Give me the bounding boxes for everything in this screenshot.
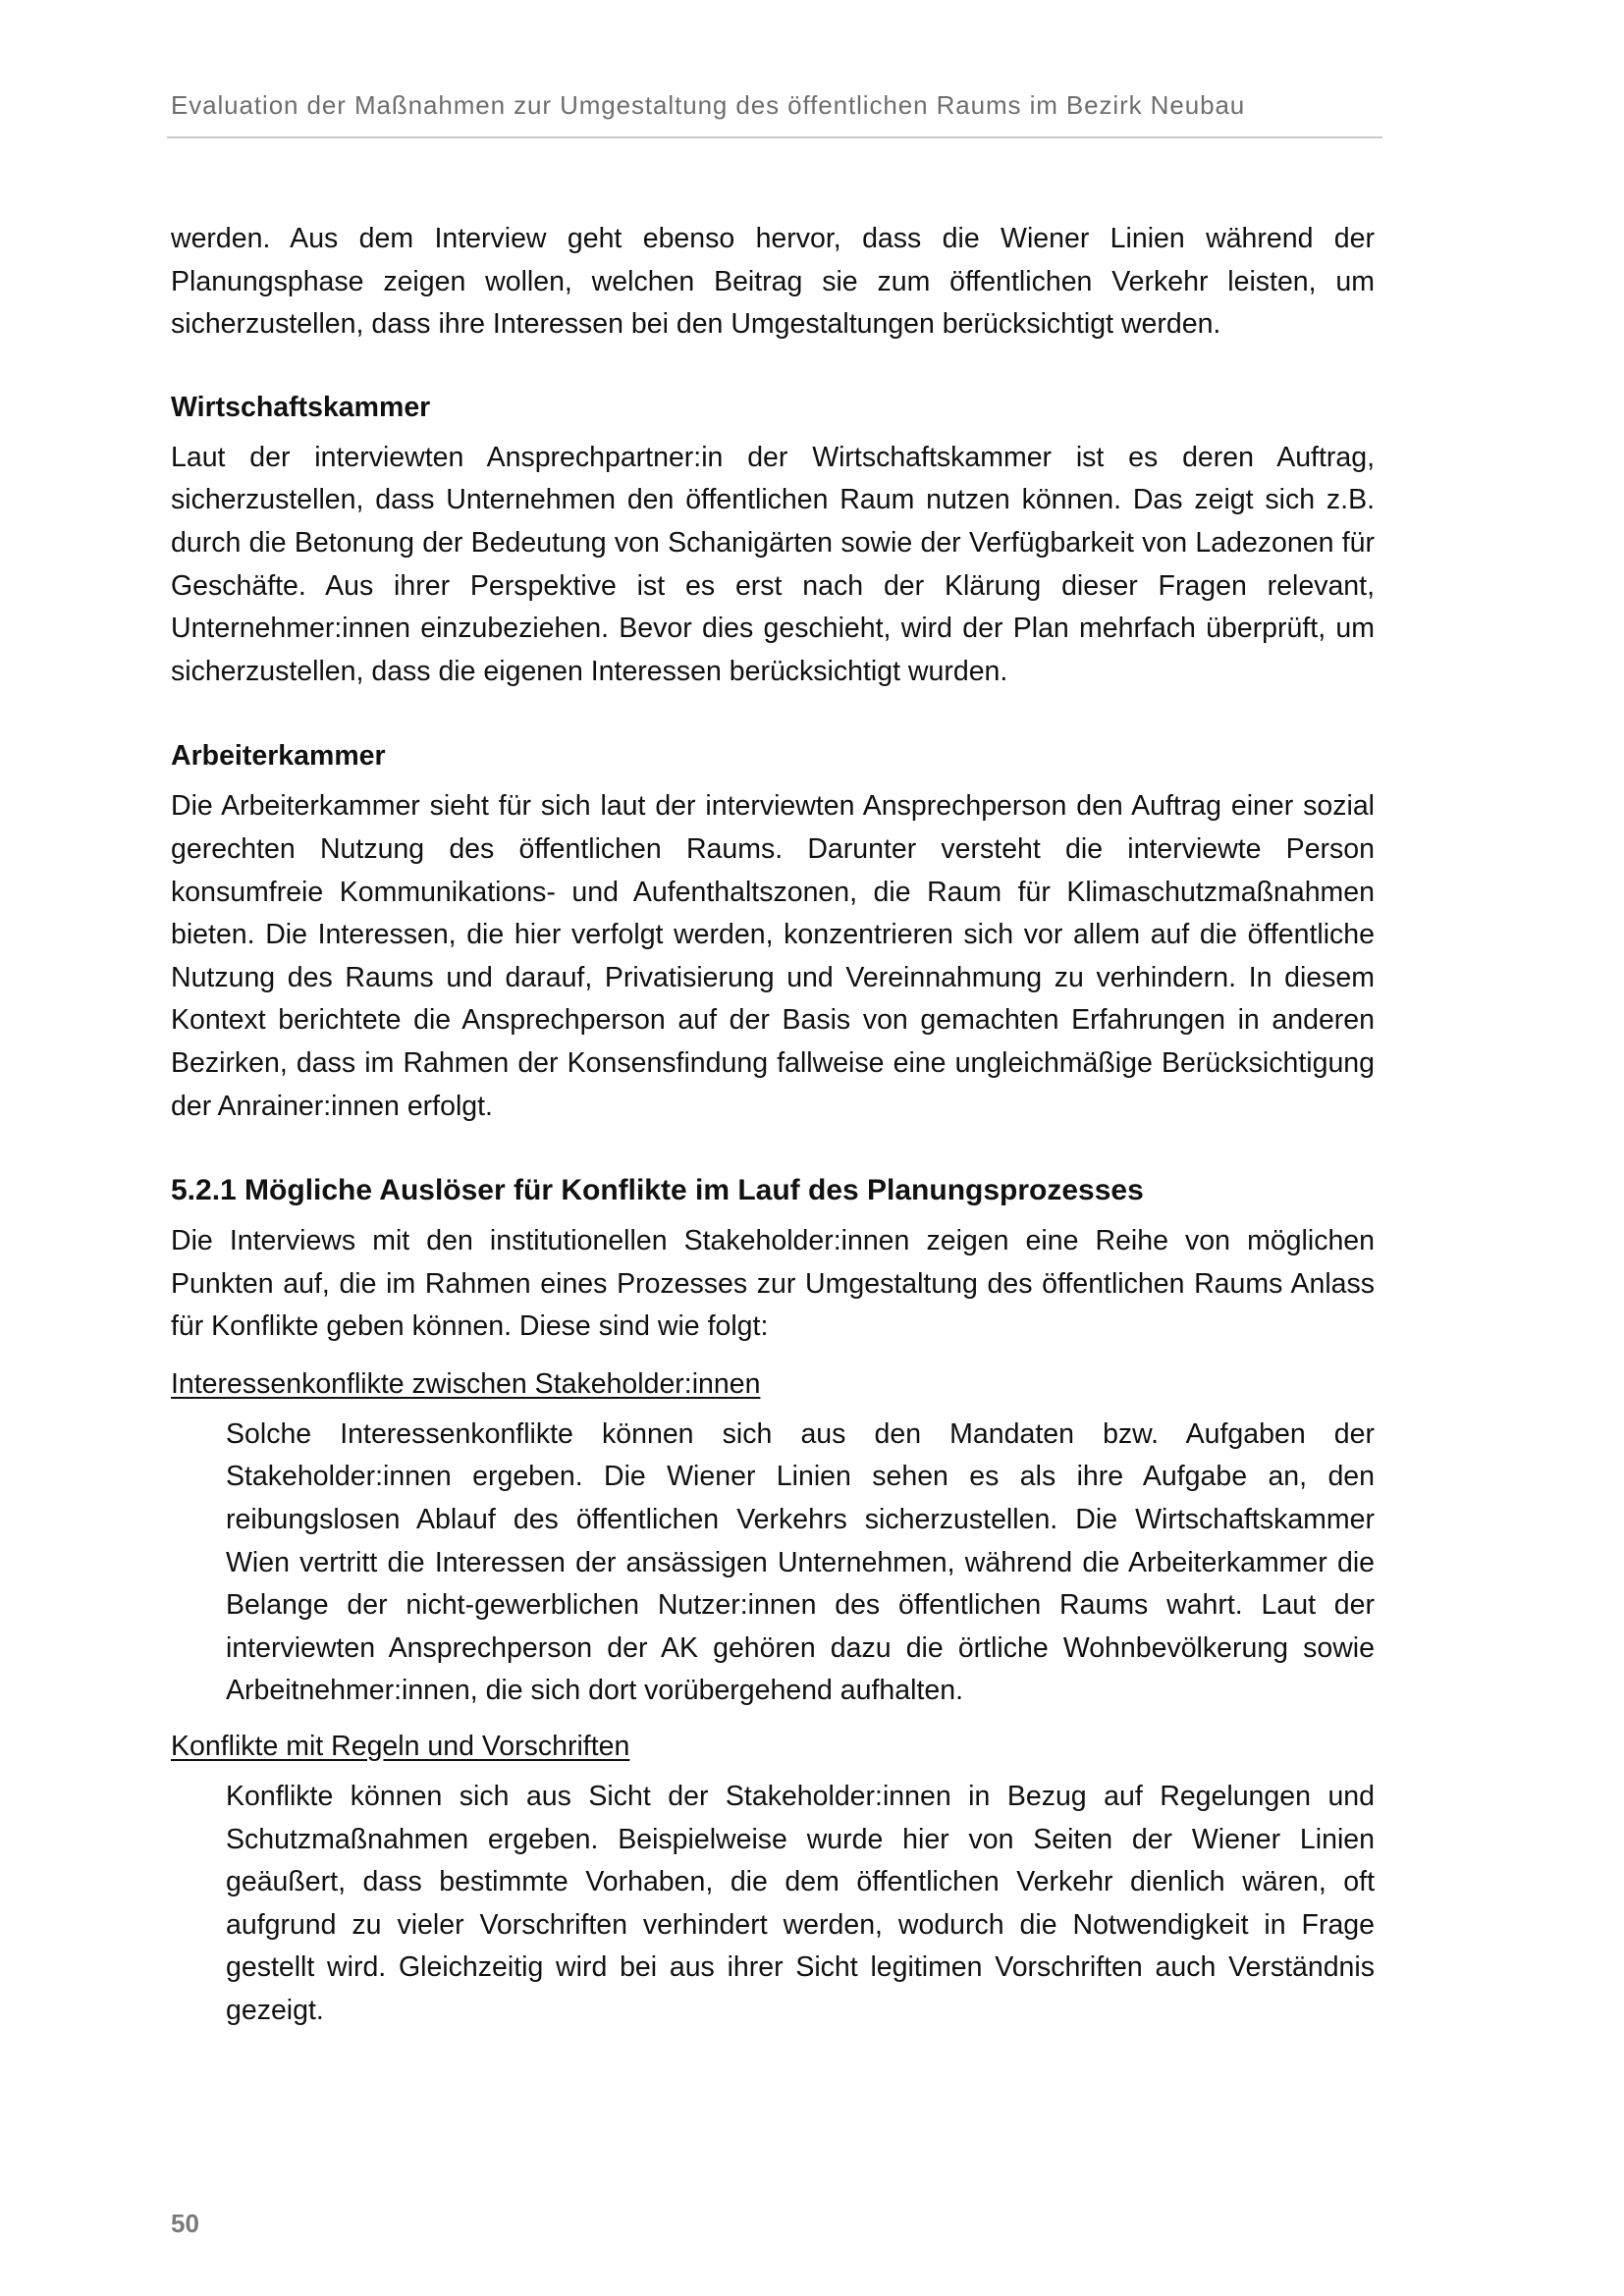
- subsection-heading: 5.2.1 Mögliche Auslöser für Konflikte im Lauf des Planungsprozesses: [171, 1174, 1144, 1207]
- term-regeln-vorschriften: Konflikte mit Regeln und Vorschriften: [171, 1731, 630, 1763]
- page-number: 50: [171, 2209, 199, 2238]
- subsection-intro: Die Interviews mit den institutionellen Stakeholder:innen zeigen eine Reihe von möglichen Punkten auf, die im Rahmen eines Prozesses zur Umgestaltung des öffentlichen Raums Anlass für Konflikte geben können. Diese sind wie folgt:: [171, 1225, 1375, 1343]
- running-header-title: Evaluation der Maßnahmen zur Umgestaltung des öffentlichen Raums im Bezirk Neubau: [171, 90, 1246, 120]
- section-text-arbeiterkammer: Die Arbeiterkammer sieht für sich laut der interviewten Ansprechperson den Auftrag einer sozial gerechten Nutzung des öffentlichen Raums. Darunter versteht die interviewte Person konsumfreie Kommunikations- und Aufenthaltszonen, die Raum für Klimaschutzmaßnahmen bieten. Die Interessen, die hier verfolgt werden, konzentrieren sich vor allem auf die öffentliche Nutzung des Raums und darauf, Privatisierung und Vereinnahmung zu verhindern. In diesem Kontext berichtete die Ansprechperson auf der Basis von gemachten Erfahrungen in anderen Bezirken, dass im Rahmen der Konsensfindung fallweise eine ungleichmäßige Berücksichtigung der Anrainer:innen erfolgt.: [171, 790, 1375, 1122]
- intro-paragraph: werden. Aus dem Interview geht ebenso hervor, dass die Wiener Linien während der Planungsphase zeigen wollen, welchen Beitrag sie zum öffentlichen Verkehr leisten, um sicherzustellen, dass ihre Interessen bei den Umgestaltungen berücksichtigt werden.: [171, 223, 1375, 341]
- description-interessenkonflikte: Solche Interessenkonflikte können sich aus den Mandaten bzw. Aufgaben der Stakeholder:innen ergeben. Die Wiener Linien sehen es als ihre Aufgabe an, den reibungslosen Ablauf des öffentlichen Verkehrs sicherzustellen. Die Wirtschaftskammer Wien vertritt die Interessen der ansässigen Unternehmen, während die Arbeiterkammer die Belange der nicht-gewerblichen Nutzer:innen des öffentlichen Raums wahrt. Laut der interviewten Ansprechperson der AK gehören dazu die örtliche Wohnbevölkerung sowie Arbeitnehmer:innen, die sich dort vorübergehend aufhalten.: [226, 1417, 1375, 1707]
- section-heading-wirtschaftskammer: Wirtschaftskammer: [171, 391, 431, 423]
- section-heading-arbeiterkammer: Arbeiterkammer: [171, 740, 386, 773]
- header-divider: [167, 136, 1382, 138]
- description-regeln-vorschriften: Konflikte können sich aus Sicht der Stakeholder:innen in Bezug auf Regelungen und Schutzmaßnahmen ergeben. Beispielweise wurde hier von Seiten der Wiener Linien geäußert, dass bestimmte Vorhaben, die dem öffentlichen Verkehr dienlich wären, oft aufgrund zu vieler Vorschriften verhindert werden, wodurch die Notwendigkeit in Frage gestellt wird. Gleichzeitig wird bei aus ihrer Sicht legitimen Vorschriften auch Verständnis gezeigt.: [226, 1781, 1375, 2026]
- page-body: [171, 218, 1375, 2047]
- term-interessenkonflikte: Interessenkonflikte zwischen Stakeholder:innen: [171, 1367, 761, 1400]
- section-text-wirtschaftskammer: Laut der interviewten Ansprechpartner:in der Wirtschaftskammer ist es deren Auftrag, sicherzustellen, dass Unternehmen den öffentlichen Raum nutzen können. Das zeigt sich z.B. durch die Betonung der Bedeutung von Schanigärten sowie der Verfügbarkeit von Ladezonen für Geschäfte. Aus ihrer Perspektive ist es erst nach der Klärung dieser Fragen relevant, Unternehmer:innen einzubeziehen. Bevor dies geschieht, wird der Plan mehrfach überprüft, um sicherzustellen, dass die eigenen Interessen berücksichtigt wurden.: [171, 441, 1375, 687]
